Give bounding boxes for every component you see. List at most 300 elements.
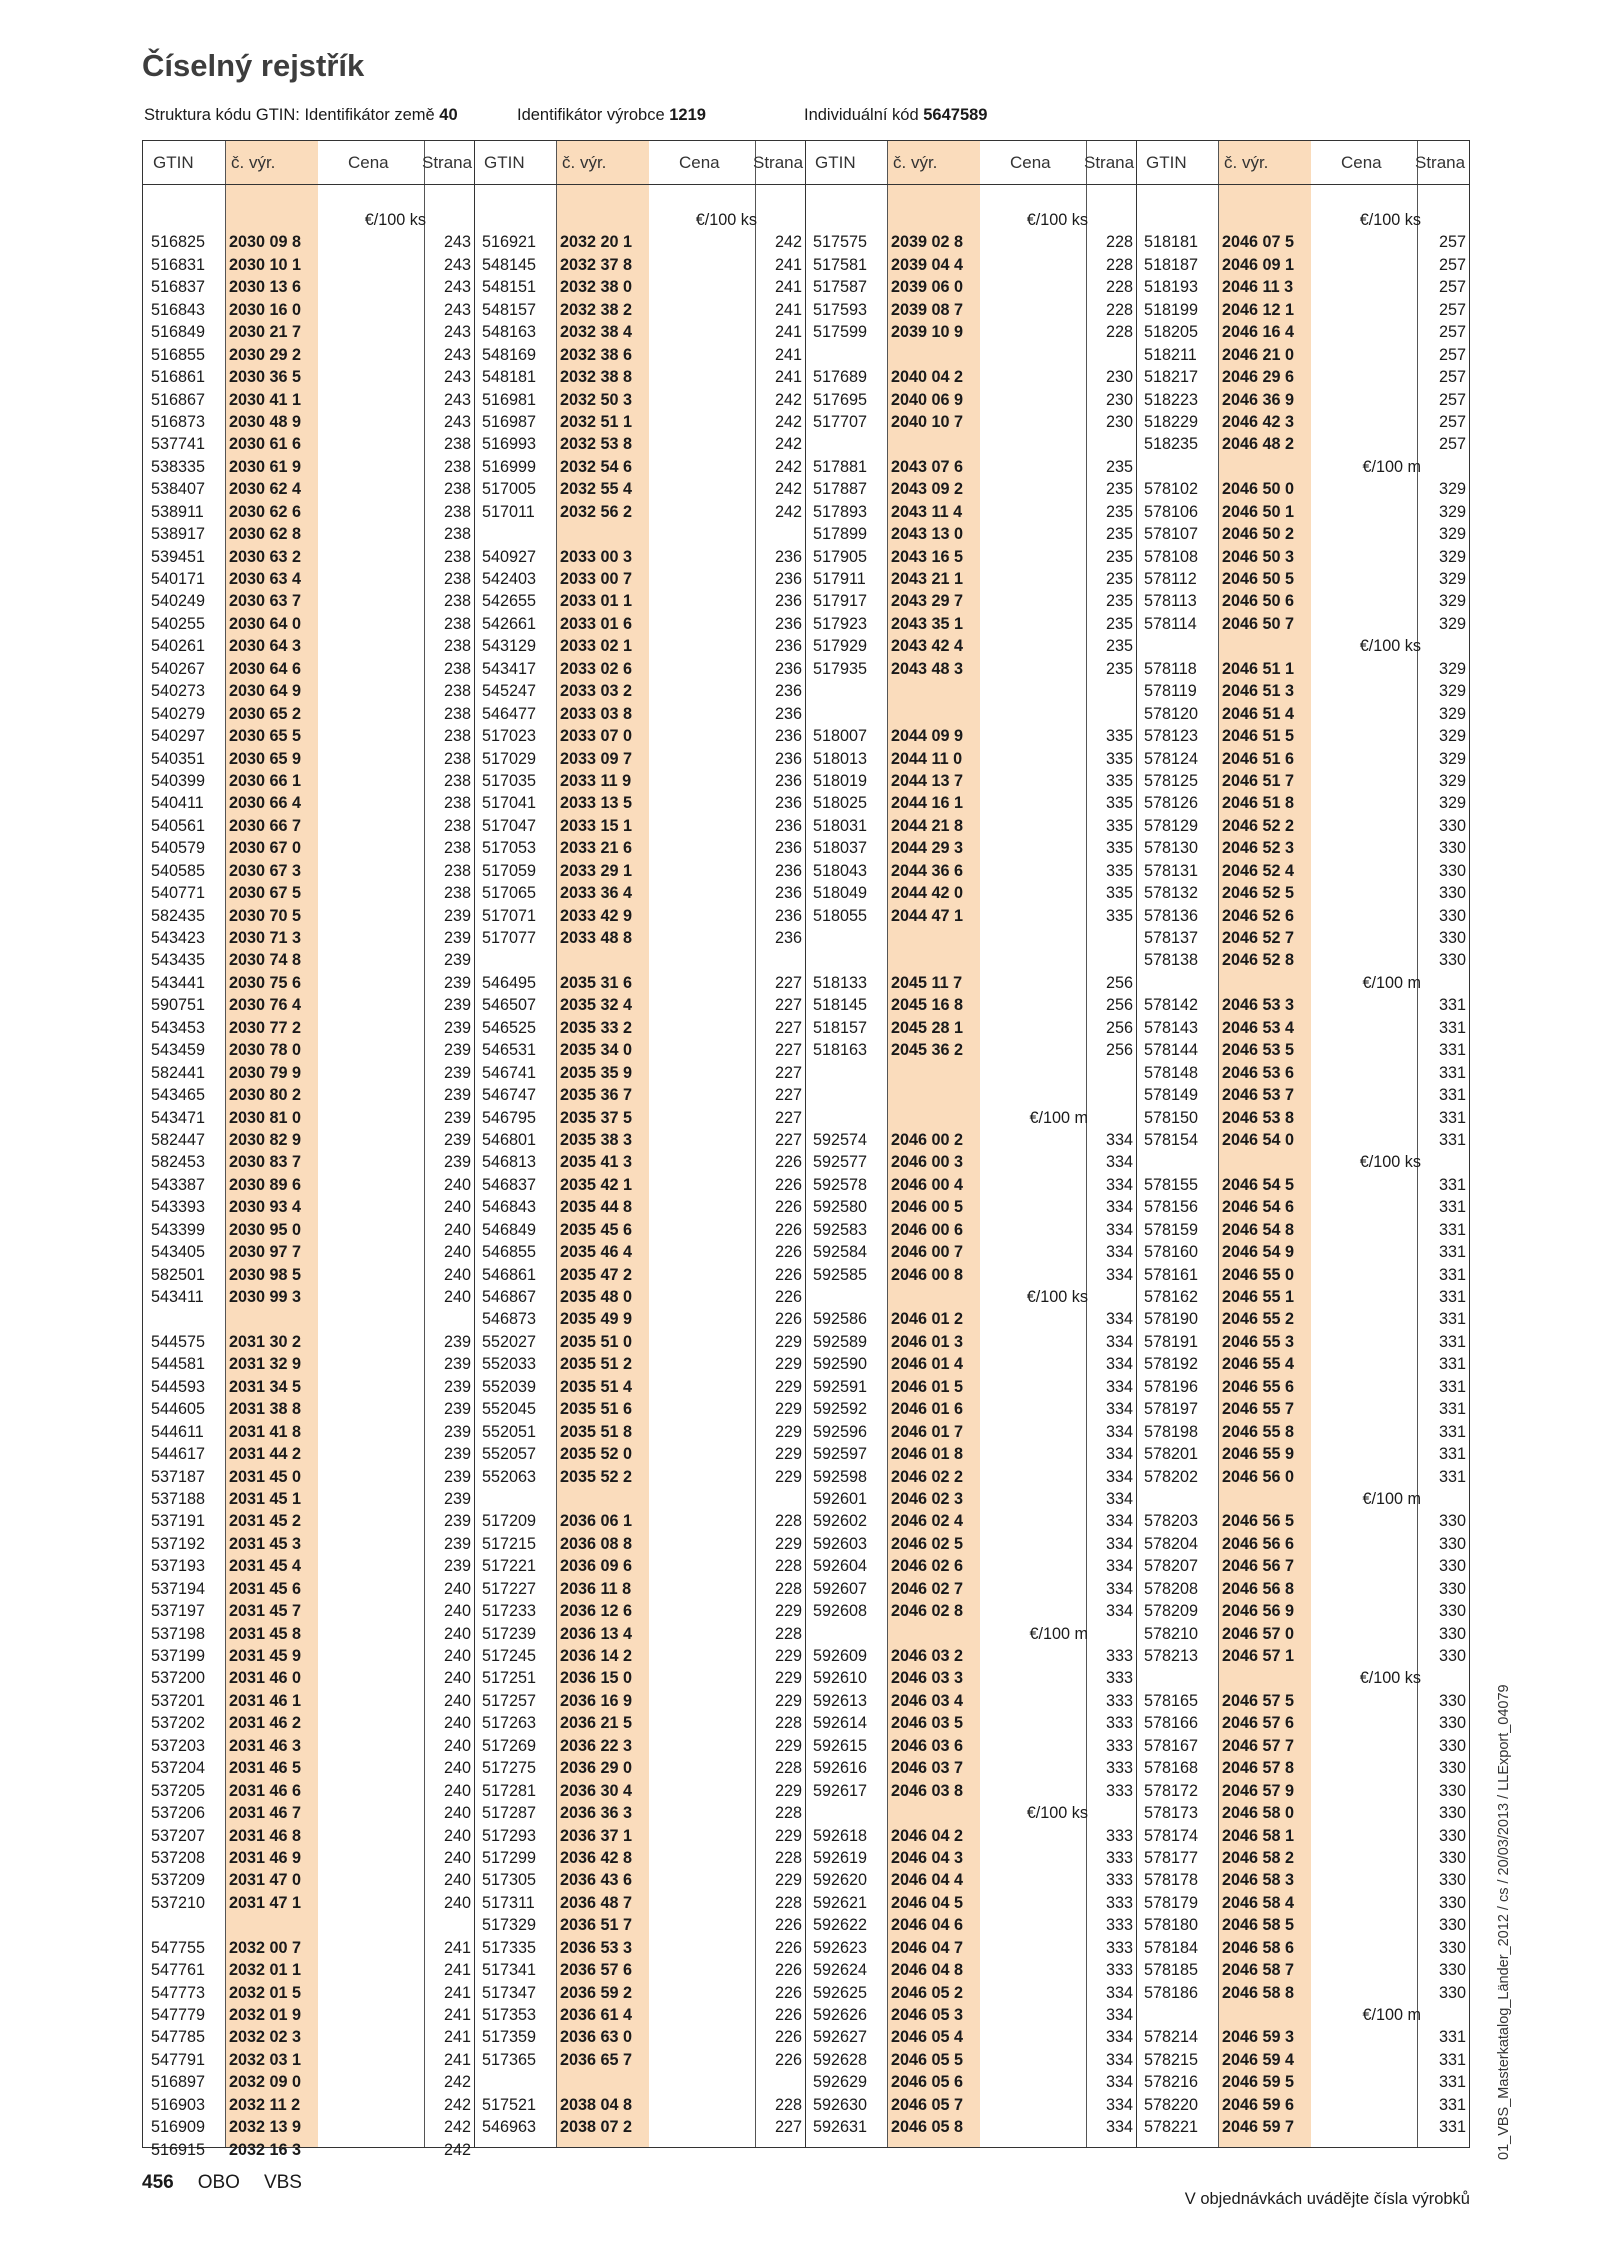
article-number-cell: 2044 13 7 (891, 771, 964, 790)
table-row (805, 2004, 1136, 2026)
page-cell: 240 (443, 1198, 471, 1217)
table-row (474, 994, 805, 1016)
table-row (474, 1466, 805, 1488)
gtin-cell: 543411 (151, 1288, 204, 1306)
column-header-gtin: GTIN (1146, 153, 1187, 172)
gtin-cell: 592604 (813, 1557, 868, 1576)
page-cell: 330 (1438, 1759, 1466, 1778)
gtin-cell: 517689 (813, 368, 868, 387)
table-row (1136, 366, 1469, 388)
article-number-cell: 2036 53 3 (560, 1938, 633, 1957)
article-number-cell: 2030 64 9 (229, 682, 302, 701)
article-number-cell: 2046 58 8 (1222, 1983, 1295, 2002)
article-number-cell: 2044 29 3 (891, 839, 964, 858)
table-row (143, 1959, 474, 1981)
table-row (143, 658, 474, 680)
table-row (805, 1421, 1136, 1443)
article-number-cell: 2046 55 9 (1222, 1445, 1295, 1464)
page-cell: 229 (774, 1647, 802, 1665)
table-row (143, 1353, 474, 1375)
article-number-cell: 2046 04 8 (891, 1961, 964, 1980)
price-unit-row (805, 209, 1136, 231)
gtin-cell: 578137 (1144, 929, 1199, 947)
article-number-cell: 2036 30 4 (560, 1781, 633, 1800)
article-number-cell: 2030 89 6 (229, 1175, 302, 1194)
gtin-cell: 548145 (482, 255, 537, 274)
page-cell: 229 (774, 1377, 802, 1396)
page-cell: 330 (1438, 1557, 1466, 1576)
gtin-cell: 578209 (1144, 1602, 1199, 1621)
table-row (143, 1555, 474, 1577)
article-number-cell: 2046 02 8 (891, 1602, 964, 1621)
article-number-cell: 2032 38 4 (560, 323, 633, 342)
table-row (143, 2049, 474, 2071)
gtin-cell: 517293 (482, 1826, 537, 1845)
article-number-cell: 2030 70 5 (229, 906, 302, 925)
gtin-cell: 517305 (482, 1871, 537, 1890)
gtin-cell: 578155 (1144, 1175, 1199, 1194)
page-cell: 334 (1105, 2006, 1133, 2024)
article-number-cell: 2030 93 4 (229, 1198, 302, 1217)
article-number-cell: 2046 50 1 (1222, 502, 1295, 521)
article-number-cell: 2046 11 3 (1222, 278, 1294, 297)
page-cell: 228 (1105, 233, 1133, 252)
price-unit: €/100 ks (1026, 211, 1088, 229)
page-cell: 334 (1105, 1983, 1133, 2002)
article-number-cell: 2031 45 8 (229, 1624, 302, 1643)
article-number-cell: 2046 59 4 (1222, 2050, 1295, 2069)
table-row (805, 1174, 1136, 1196)
table-row (143, 321, 474, 343)
page-cell: 240 (443, 1826, 471, 1845)
table-row (805, 770, 1136, 792)
table-row (474, 1196, 805, 1218)
gtin-cell: 548181 (482, 368, 537, 387)
page-cell: 240 (443, 1669, 471, 1688)
price-unit: €/100 ks (1026, 1804, 1088, 1823)
gtin-cell: 516831 (151, 255, 206, 274)
page-cell: 331 (1438, 1332, 1466, 1351)
page-cell: 240 (443, 1243, 471, 1262)
gtin-cell: 592583 (813, 1220, 868, 1239)
gtin-cell: 578159 (1144, 1220, 1199, 1239)
article-number-cell: 2031 45 0 (229, 1467, 302, 1486)
page-cell: 228 (774, 1804, 802, 1823)
column-header-article: č. výr. (1224, 153, 1269, 172)
article-number-cell: 2038 04 8 (560, 2095, 633, 2114)
page-cell: 238 (443, 816, 471, 835)
page-cell: 236 (774, 771, 802, 790)
page-cell: 329 (1438, 547, 1466, 566)
gtin-cell: 548151 (482, 278, 537, 297)
gtin-cell: 537187 (151, 1467, 206, 1486)
article-number-cell: 2033 02 6 (560, 659, 633, 678)
table-row (805, 1443, 1136, 1465)
article-number-cell: 2046 59 7 (1222, 2118, 1295, 2137)
article-number-cell: 2046 56 8 (1222, 1579, 1295, 1598)
gtin-cell: 518037 (813, 839, 868, 858)
table-row (143, 299, 474, 321)
table-row (1136, 1084, 1469, 1106)
table-row (805, 1196, 1136, 1218)
article-number-cell: 2046 56 0 (1222, 1467, 1295, 1486)
table-row (474, 635, 805, 657)
article-number-cell: 2046 36 9 (1222, 390, 1295, 409)
page-cell: 257 (1438, 300, 1466, 319)
gtin-cell: 546747 (482, 1086, 537, 1105)
table-row (805, 1151, 1136, 1173)
article-number-cell: 2031 47 1 (229, 1893, 302, 1912)
table-row (805, 1690, 1136, 1712)
table-row (143, 1398, 474, 1420)
article-number-cell: 2046 59 3 (1222, 2028, 1295, 2047)
gtin-cell: 578173 (1144, 1804, 1199, 1823)
page-cell: 230 (1105, 412, 1133, 431)
article-number-cell: 2046 50 7 (1222, 614, 1295, 633)
table-row (474, 1308, 805, 1330)
table-row (805, 2071, 1136, 2093)
gtin-cell: 582501 (151, 1265, 206, 1284)
gtin-cell: 548169 (482, 345, 537, 364)
page-cell: 241 (443, 1961, 471, 1980)
page-cell: 236 (774, 682, 802, 701)
page-cell: 226 (774, 1288, 802, 1306)
page-cell: 334 (1105, 1557, 1133, 1576)
table-row (474, 905, 805, 927)
table-row (805, 1376, 1136, 1398)
article-number-cell: 2046 51 6 (1222, 749, 1295, 768)
article-number-cell: 2032 01 5 (229, 1983, 302, 2002)
page-cell: 243 (443, 390, 471, 409)
page-cell: 240 (443, 1759, 471, 1778)
article-number-cell: 2030 65 5 (229, 727, 302, 746)
page-cell: 329 (1438, 727, 1466, 746)
gtin-cell: 517311 (482, 1893, 535, 1912)
article-number-cell: 2044 21 8 (891, 816, 964, 835)
gtin-cell: 578168 (1144, 1759, 1199, 1778)
article-number-cell: 2046 51 4 (1222, 704, 1295, 723)
page-cell: 330 (1438, 1691, 1466, 1710)
table-row (143, 2094, 474, 2116)
gtin-cell: 542403 (482, 570, 537, 588)
table-row (143, 1421, 474, 1443)
article-number-cell: 2046 53 4 (1222, 1018, 1295, 1037)
article-number-cell: 2044 36 6 (891, 861, 964, 880)
table-row (474, 2049, 805, 2071)
article-number-cell: 2036 08 8 (560, 1534, 633, 1553)
gtin-cell: 546507 (482, 996, 537, 1015)
page-cell: 229 (774, 1781, 802, 1800)
article-number-cell: 2046 05 2 (891, 1983, 964, 2002)
table-row (805, 994, 1136, 1016)
gtin-cell: 547755 (151, 1938, 206, 1957)
gtin-cell: 546855 (482, 1243, 537, 1262)
page-cell: 257 (1438, 323, 1466, 342)
gtin-cell: 578130 (1144, 839, 1199, 858)
gtin-cell: 537193 (151, 1557, 206, 1576)
table-row (143, 1286, 474, 1308)
page-cell: 333 (1105, 1848, 1133, 1867)
table-row (143, 882, 474, 904)
table-row (1136, 1623, 1469, 1645)
table-row (1136, 1892, 1469, 1914)
page-cell: 333 (1105, 1893, 1133, 1912)
table-row (143, 568, 474, 590)
page-cell: 235 (1105, 547, 1133, 566)
table-row (805, 1892, 1136, 1914)
page-cell: 226 (774, 1916, 802, 1935)
gtin-cell: 537206 (151, 1804, 206, 1823)
table-row (1136, 299, 1469, 321)
page-cell: 239 (443, 1445, 471, 1464)
article-number-cell: 2030 64 0 (229, 614, 302, 633)
page-cell: 240 (443, 1871, 471, 1890)
article-number-cell: 2030 64 6 (229, 659, 302, 678)
page-cell: 334 (1105, 1355, 1133, 1374)
page-cell: 241 (774, 300, 802, 319)
gtin-cell: 578161 (1144, 1265, 1199, 1284)
page-cell: 228 (1105, 278, 1133, 297)
article-number-cell: 2032 53 8 (560, 435, 633, 454)
page-cell: 329 (1438, 480, 1466, 499)
gtin-cell: 518199 (1144, 300, 1199, 319)
article-number-cell: 2030 61 6 (229, 435, 302, 454)
page-cell: 238 (443, 659, 471, 678)
price-unit-row (1136, 2004, 1469, 2026)
article-number-cell: 2046 57 7 (1222, 1736, 1295, 1755)
table-row (143, 748, 474, 770)
page-cell: 239 (443, 1400, 471, 1419)
table-row (1136, 2116, 1469, 2138)
page-cell: 228 (774, 1579, 802, 1598)
gtin-cell: 517065 (482, 884, 537, 903)
table-row (474, 1353, 805, 1375)
page-cell: 334 (1105, 1512, 1133, 1531)
article-number-cell: 2033 02 1 (560, 637, 633, 656)
article-number-cell: 2030 75 6 (229, 973, 302, 992)
article-number-cell: 2036 14 2 (560, 1647, 633, 1665)
article-number-cell: 2046 53 6 (1222, 1063, 1295, 1082)
gtin-cell: 537209 (151, 1871, 206, 1890)
article-number-cell: 2035 48 0 (560, 1288, 633, 1306)
gtin-cell: 537197 (151, 1602, 206, 1621)
article-number-cell: 2031 32 9 (229, 1355, 302, 1374)
page-cell: 228 (774, 1557, 802, 1576)
gtin-cell: 518211 (1144, 345, 1197, 364)
price-unit: €/100 ks (364, 211, 426, 229)
article-number-cell: 2046 51 5 (1222, 727, 1295, 746)
article-number-cell: 2033 42 9 (560, 906, 633, 925)
article-number-cell: 2046 54 6 (1222, 1198, 1295, 1217)
article-number-cell: 2030 36 5 (229, 368, 302, 387)
page-cell: 235 (1105, 480, 1133, 499)
gtin-cell: 517911 (813, 570, 866, 588)
table-row (143, 680, 474, 702)
article-number-cell: 2046 01 6 (891, 1400, 964, 1419)
table-row (474, 1712, 805, 1734)
index-panel-3 (805, 141, 1137, 2147)
page-cell: 240 (443, 1781, 471, 1800)
article-number-cell: 2044 09 9 (891, 727, 964, 746)
article-number-cell: 2046 51 3 (1222, 682, 1295, 701)
gtin-cell: 578165 (1144, 1691, 1199, 1710)
gtin-cell: 592584 (813, 1243, 868, 1262)
gtin-cell: 517245 (482, 1647, 537, 1665)
article-number-cell: 2046 56 6 (1222, 1534, 1295, 1553)
table-row (805, 635, 1136, 657)
table-row (474, 1555, 805, 1577)
article-number-cell: 2033 48 8 (560, 929, 633, 947)
article-number-cell: 2035 51 0 (560, 1332, 633, 1351)
gtin-cell: 592585 (813, 1265, 868, 1284)
gtin-cell: 578178 (1144, 1871, 1199, 1890)
page-cell: 236 (774, 861, 802, 880)
gtin-cell: 540351 (151, 749, 206, 768)
spacer-row (474, 1488, 805, 1510)
article-number-cell: 2046 58 2 (1222, 1848, 1295, 1867)
article-number-cell: 2031 46 0 (229, 1669, 302, 1688)
page-cell: 330 (1438, 1961, 1466, 1980)
page-cell: 235 (1105, 659, 1133, 678)
article-number-cell: 2036 65 7 (560, 2050, 633, 2069)
table-row (1136, 1443, 1469, 1465)
table-row (1136, 1196, 1469, 1218)
table-row (143, 1780, 474, 1802)
table-row (143, 2004, 474, 2026)
gtin-cell: 543465 (151, 1086, 206, 1105)
article-number-cell: 2031 45 7 (229, 1602, 302, 1621)
gtin-cell: 578180 (1144, 1916, 1199, 1935)
table-row (1136, 1017, 1469, 1039)
page-cell: 239 (443, 1108, 471, 1127)
table-row (1136, 1937, 1469, 1959)
page-cell: 229 (774, 1355, 802, 1374)
table-row (474, 546, 805, 568)
article-number-cell: 2046 03 2 (891, 1647, 964, 1665)
page-cell: 335 (1105, 771, 1133, 790)
gtin-cell: 578207 (1144, 1557, 1199, 1576)
article-number-cell: 2030 77 2 (229, 1018, 302, 1037)
gtin-cell: 517929 (813, 637, 868, 656)
table-row (143, 1084, 474, 1106)
gtin-cell: 540255 (151, 614, 206, 633)
page-cell: 240 (443, 1624, 471, 1643)
article-number-cell: 2030 21 7 (229, 323, 302, 342)
table-row (1136, 658, 1469, 680)
gtin-cell: 517233 (482, 1602, 537, 1621)
article-number-cell: 2046 54 0 (1222, 1130, 1295, 1149)
table-row (805, 1353, 1136, 1375)
article-number-cell: 2032 38 0 (560, 278, 633, 297)
article-number-cell: 2035 46 4 (560, 1243, 633, 1262)
table-row (143, 927, 474, 949)
page-cell: 331 (1438, 1108, 1466, 1127)
table-row (143, 1869, 474, 1891)
article-number-cell: 2039 10 9 (891, 323, 964, 342)
page-cell: 238 (443, 884, 471, 903)
article-number-cell: 2046 55 0 (1222, 1265, 1295, 1284)
gtin-cell: 546861 (482, 1265, 537, 1284)
article-number-cell: 2046 05 4 (891, 2028, 964, 2047)
table-row (805, 1039, 1136, 1061)
gtin-cell: 578142 (1144, 996, 1199, 1015)
gtin-cell: 540561 (151, 816, 206, 835)
gtin-cell: 592621 (813, 1893, 868, 1912)
page-cell: 238 (443, 727, 471, 746)
gtin-cell: 540927 (482, 547, 537, 566)
table-row (143, 1937, 474, 1959)
article-number-cell: 2030 99 3 (229, 1288, 302, 1306)
page-cell: 334 (1105, 2118, 1133, 2137)
gtin-cell: 547779 (151, 2006, 206, 2024)
gtin-cell: 516843 (151, 300, 206, 319)
article-number-cell: 2032 09 0 (229, 2073, 302, 2092)
gtin-cell: 592577 (813, 1153, 868, 1172)
gtin-cell: 582447 (151, 1130, 206, 1149)
gtin-cell: 578120 (1144, 704, 1199, 723)
gtin-cell: 548163 (482, 323, 537, 342)
spacer-row (143, 1914, 474, 1936)
gtin-cell: 517239 (482, 1624, 537, 1643)
table-row (143, 2071, 474, 2093)
index-table (142, 140, 1470, 2159)
table-row (1136, 433, 1469, 455)
page-cell: 330 (1438, 1647, 1466, 1665)
article-number-cell: 2033 03 2 (560, 682, 633, 701)
gtin-cell: 544593 (151, 1377, 206, 1396)
article-number-cell: 2036 36 3 (560, 1804, 633, 1823)
table-row (474, 770, 805, 792)
table-row (1136, 1780, 1469, 1802)
table-row (474, 1959, 805, 1981)
article-number-cell: 2035 49 9 (560, 1310, 633, 1329)
table-row (143, 1533, 474, 1555)
article-number-cell: 2046 05 5 (891, 2050, 964, 2069)
gtin-cell: 537191 (151, 1512, 206, 1531)
article-number-cell: 2036 29 0 (560, 1759, 633, 1778)
article-number-cell: 2035 32 4 (560, 996, 633, 1015)
page-cell: 236 (774, 794, 802, 813)
article-number-cell: 2046 59 6 (1222, 2095, 1295, 2114)
gtin-cell: 547773 (151, 1983, 206, 2002)
article-number-cell: 2030 64 3 (229, 637, 302, 656)
article-number-cell: 2032 16 3 (229, 2140, 302, 2159)
article-number-cell: 2040 10 7 (891, 412, 964, 431)
table-row (1136, 501, 1469, 523)
gtin-cell: 592624 (813, 1961, 868, 1980)
gtin-cell: 517887 (813, 480, 868, 499)
gtin-cell: 518007 (813, 727, 868, 746)
price-unit: €/100 ks (1359, 637, 1421, 656)
table-row (143, 837, 474, 859)
article-number-cell: 2036 12 6 (560, 1602, 633, 1621)
page-cell: 226 (774, 1220, 802, 1239)
gtin-cell: 592614 (813, 1714, 868, 1733)
article-number-cell: 2046 52 8 (1222, 951, 1295, 970)
gtin-cell: 592629 (813, 2073, 868, 2092)
article-number-cell: 2046 01 8 (891, 1445, 964, 1464)
gtin-cell: 517917 (813, 592, 868, 611)
table-row (805, 1241, 1136, 1263)
article-number-cell: 2036 22 3 (560, 1736, 633, 1755)
article-number-cell: 2040 04 2 (891, 368, 964, 387)
table-row (805, 231, 1136, 253)
article-number-cell: 2046 57 6 (1222, 1714, 1295, 1733)
table-row (805, 725, 1136, 747)
gtin-cell: 592596 (813, 1422, 868, 1441)
page-cell: 228 (774, 1624, 802, 1643)
article-number-cell: 2030 71 3 (229, 929, 302, 947)
